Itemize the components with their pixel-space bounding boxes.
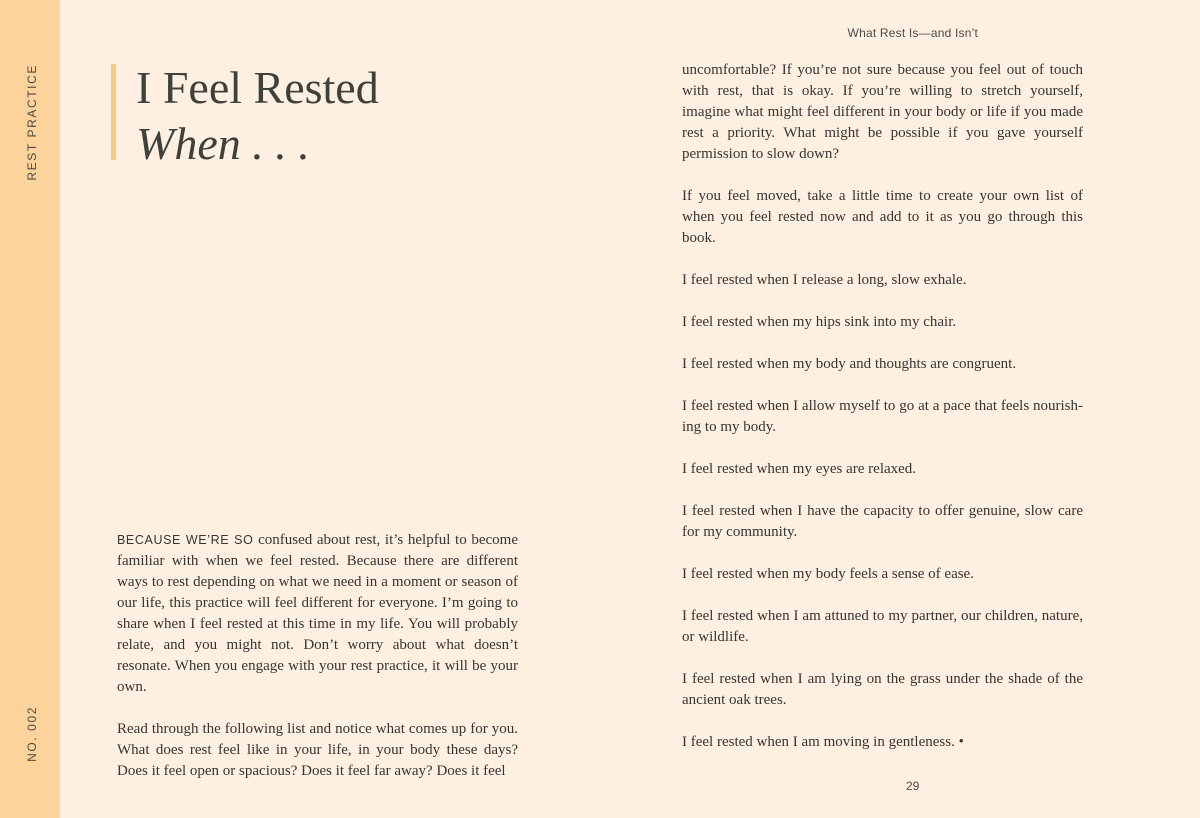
left-text-column	[117, 530, 518, 782]
title-accent-bar	[111, 64, 116, 160]
rested-list-item: I feel rested when I have the capacity to offer genuine, slow care for my community.	[682, 503, 1083, 540]
page-title	[136, 60, 379, 172]
title-line-2: When . . .	[136, 118, 310, 169]
continuation-paragraph: uncomfortable? If you’re not sure because you feel out of touch with rest, that is okay. If you’re willing to stretch yourself, imagine what might feel different in your body or life if you made rest a priority. What might be possible if you gave yourself permission to slow down?	[682, 62, 1083, 162]
invitation-paragraph: If you feel moved, take a little time to create your own list of when you feel rested now and add to it as you go through this book.	[682, 188, 1083, 246]
section-label: REST PRACTICE	[25, 64, 39, 181]
rested-list-item: I feel rested when I allow myself to go at a pace that feels nourish-ing to my body.	[682, 398, 1083, 435]
intro-paragraph	[117, 530, 518, 698]
rested-list-item: I feel rested when I am moving in gentleness. •	[682, 734, 964, 750]
right-text-column	[682, 60, 1083, 753]
rested-list-item: I feel rested when my body feels a sense of ease.	[682, 566, 974, 582]
rested-list-item: I feel rested when my eyes are relaxed.	[682, 461, 917, 477]
rested-list-item: I feel rested when I release a long, slow exhale.	[682, 272, 967, 288]
rested-list-item: I feel rested when I am attuned to my partner, our children, nature, or wildlife.	[682, 608, 1083, 645]
rested-list-item: I feel rested when my body and thoughts are congruent.	[682, 356, 1017, 372]
running-head: What Rest Is—and Isn’t	[847, 26, 978, 40]
lead-in-small-caps: BECAUSE WE’RE SO	[117, 533, 254, 547]
page-number: 29	[906, 779, 920, 793]
reflection-paragraph: Read through the following list and notice what comes up for you. What does rest feel like in your life, in your body these days? Does it feel open or spacious? Does it feel far away? Does it feel	[117, 721, 518, 779]
intro-paragraph-text: confused about rest, it’s helpful to become familiar with when we feel rested. Because there are different ways to rest depending on what we need in a moment or season of our life, this practice will feel different for everyone. I’m going to share when I feel rested at this time in my life. You will probably relate, and you might not. Don’t worry about what doesn’t resonate. When you engage with your rest practice, it will be your own.	[117, 532, 518, 695]
practice-number-label: NO. 002	[25, 706, 39, 762]
rested-list-item: I feel rested when my hips sink into my chair.	[682, 314, 957, 330]
rested-list-item: I feel rested when I am lying on the grass under the shade of the ancient oak trees.	[682, 671, 1083, 708]
title-line-1: I Feel Rested	[136, 62, 379, 113]
